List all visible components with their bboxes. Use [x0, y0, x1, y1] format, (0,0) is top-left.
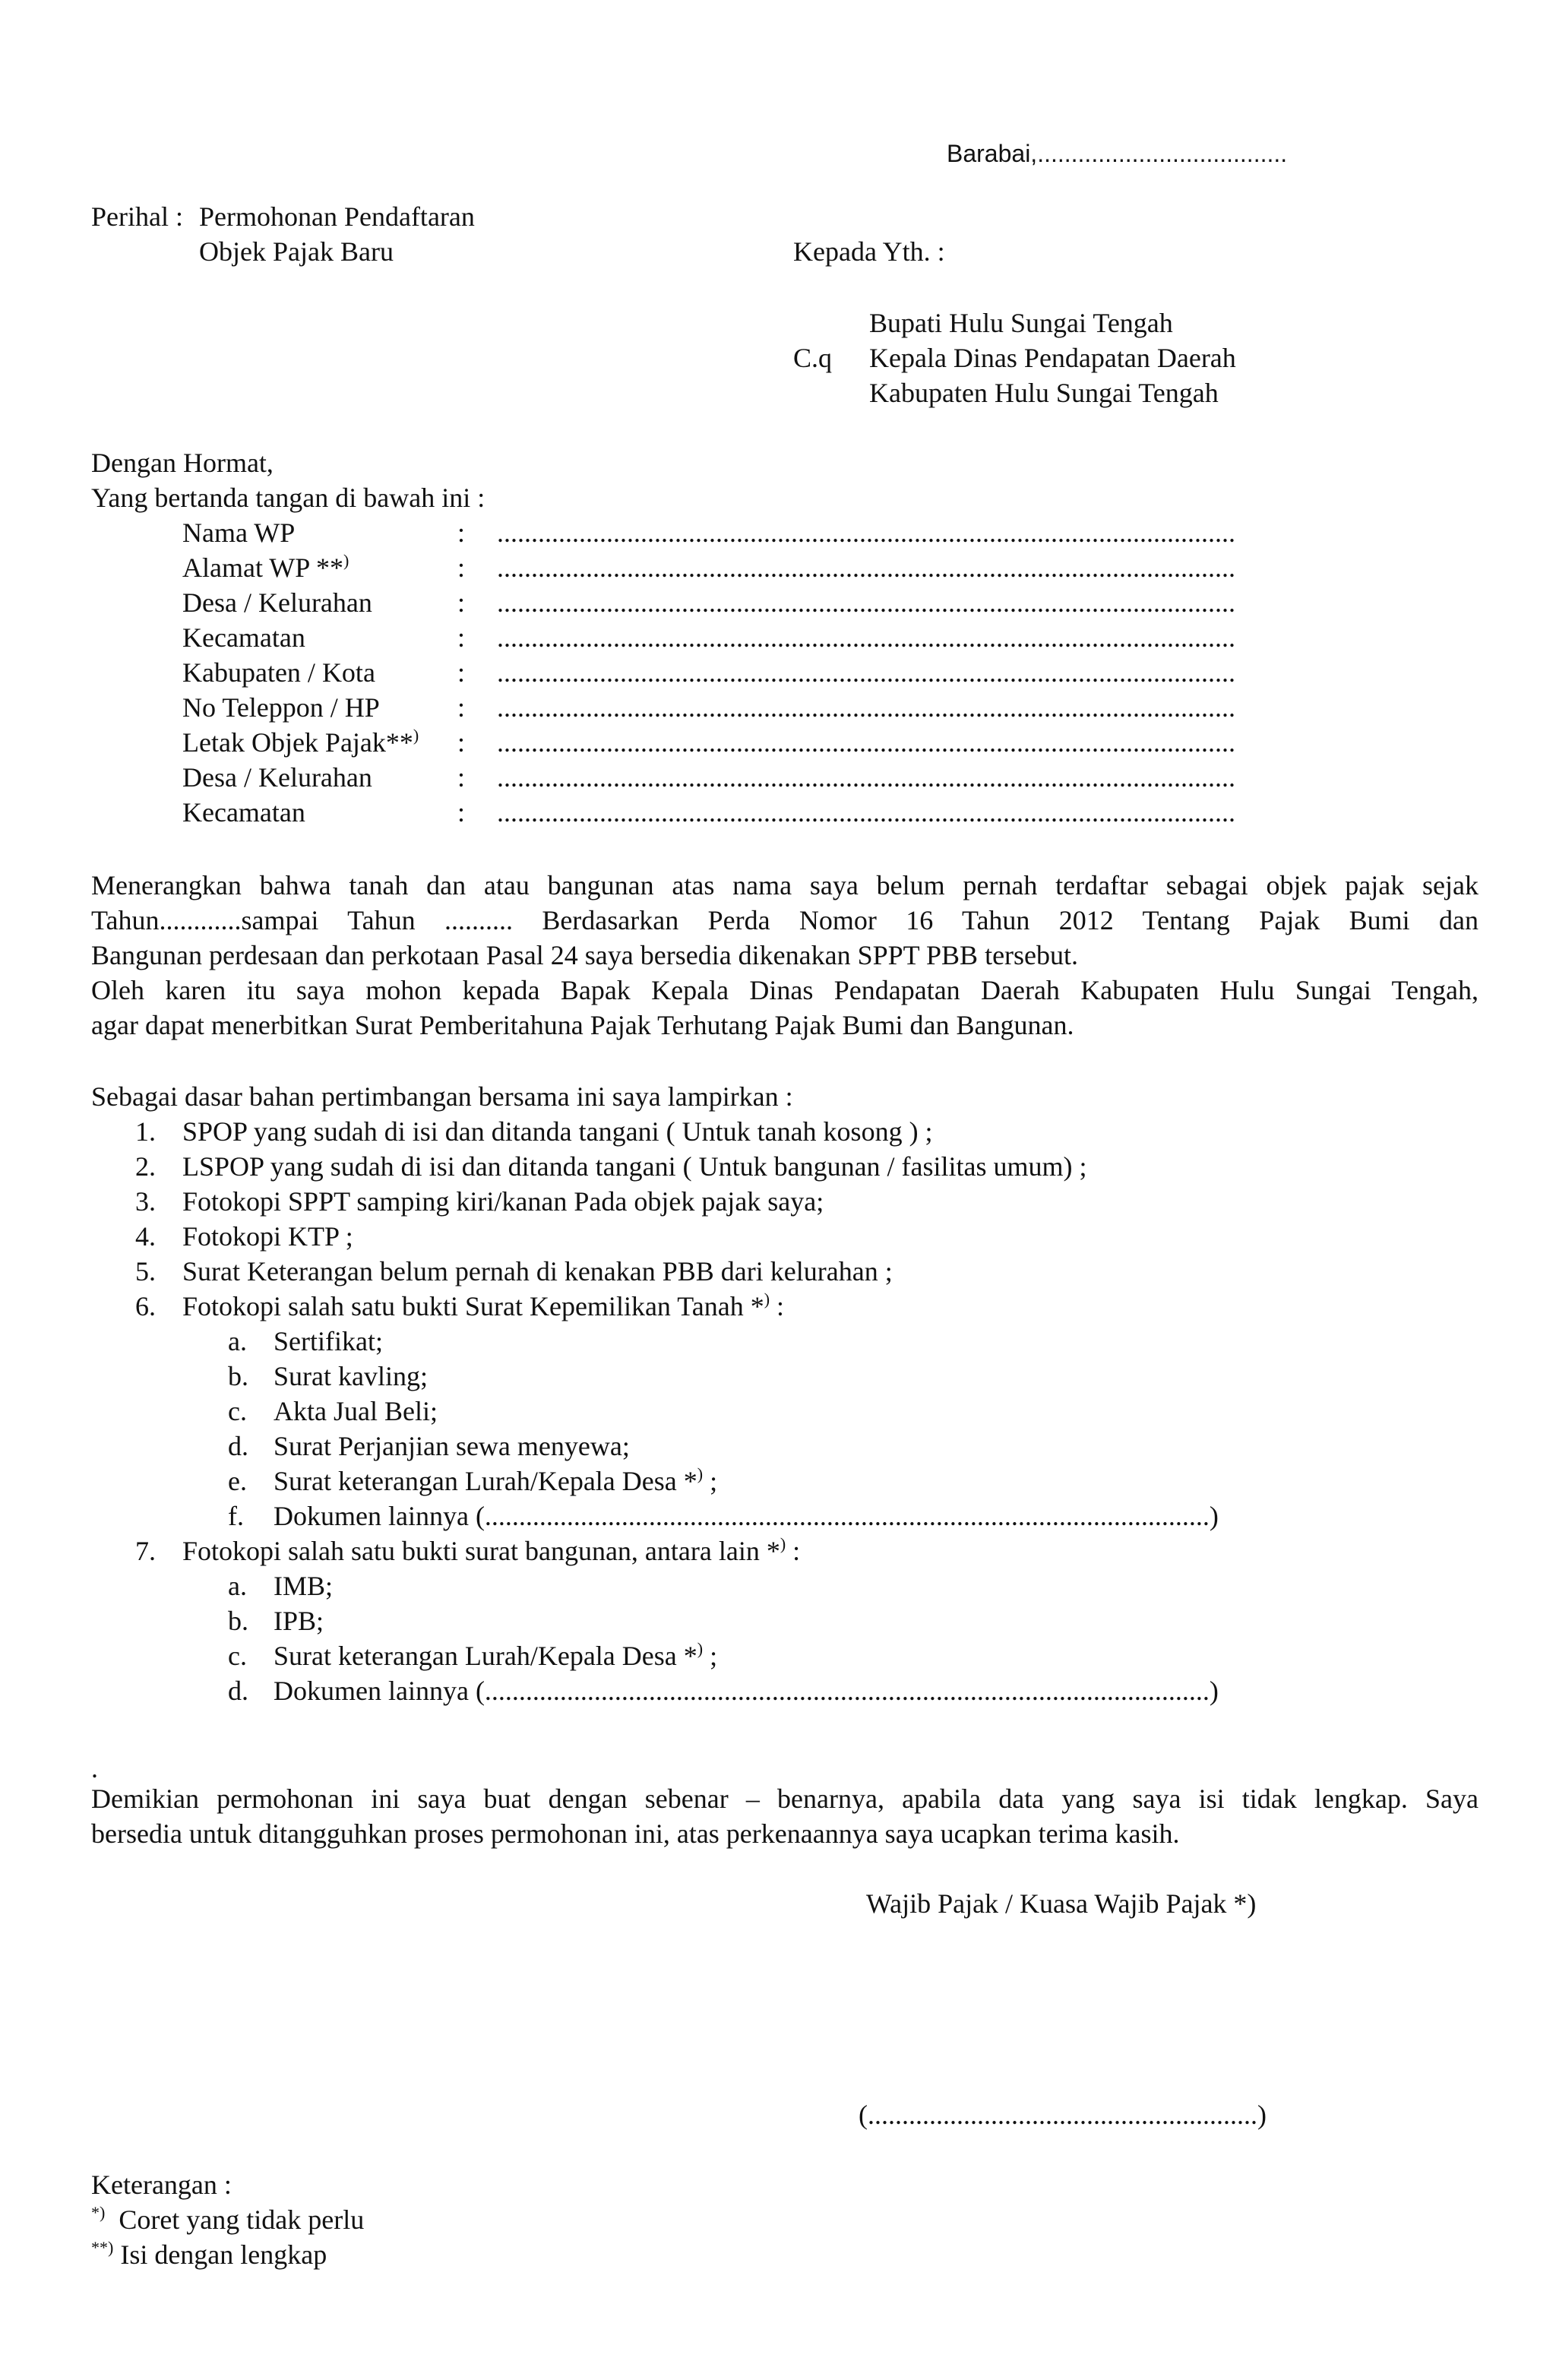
closing-paragraph — [91, 1781, 1479, 1851]
attachments-intro: Sebagai dasar bahan pertimbangan bersama ini saya lampirkan : — [91, 1081, 793, 1112]
footnote-mark: ) — [343, 551, 349, 570]
sub-item-letter: c. — [228, 1396, 247, 1426]
field-colon: : — [457, 622, 466, 653]
field-label: Kabupaten / Kota — [182, 657, 375, 688]
note-2 — [91, 2237, 327, 2272]
field-value: ............................................................................................................ — [497, 762, 1235, 793]
sub-item-text: Dokumen lainnya (..........................................................................................................) — [274, 1501, 1219, 1531]
field-colon: : — [457, 727, 466, 758]
item-number: 6. — [135, 1291, 156, 1321]
sub-item-letter: f. — [228, 1501, 244, 1531]
sub-item-tail: ; — [710, 1641, 718, 1671]
field-label: Nama WP — [182, 517, 296, 548]
field-value: ............................................................................................................ — [497, 517, 1235, 548]
item-number: 5. — [135, 1256, 156, 1287]
field-label: Desa / Kelurahan — [182, 587, 372, 618]
list-item — [0, 1219, 1556, 1254]
sub-item-text: Akta Jual Beli; — [274, 1396, 438, 1426]
perihal-line2: Objek Pajak Baru — [199, 236, 394, 267]
item-text: Fotokopi SPPT samping kiri/kanan Pada objek pajak saya; — [182, 1186, 824, 1217]
item-text: Surat Keterangan belum pernah di kenakan PBB dari kelurahan ; — [182, 1256, 893, 1287]
field-colon: : — [457, 552, 466, 583]
sub-item-letter: a. — [228, 1571, 247, 1601]
field-row — [0, 690, 1556, 725]
footnote-mark: ) — [780, 1534, 786, 1553]
place-date: Barabai,..................................... — [947, 140, 1288, 167]
field-label: Alamat WP ** — [182, 552, 343, 583]
field-colon: : — [457, 797, 466, 828]
sub-list-item — [0, 1464, 1556, 1499]
field-row — [0, 655, 1556, 690]
item-number: 1. — [135, 1116, 156, 1147]
list-item — [0, 1289, 1556, 1324]
perihal-line1: Permohonan Pendaftaran — [199, 201, 475, 232]
sub-item-text: Surat keterangan Lurah/Kepala Desa * — [274, 1466, 697, 1496]
sub-item-text: IPB; — [274, 1606, 324, 1636]
sub-list-item — [0, 1359, 1556, 1394]
stray-dot: . — [91, 1753, 98, 1783]
footnote-mark: ) — [697, 1639, 704, 1658]
field-label: Letak Objek Pajak** — [182, 727, 413, 758]
sub-item-letter: b. — [228, 1606, 248, 1636]
field-row — [0, 760, 1556, 795]
sub-item-text: IMB; — [274, 1571, 334, 1601]
field-value: ............................................................................................................ — [497, 587, 1235, 618]
item-text: LSPOP yang sudah di isi dan ditanda tangani ( Untuk bangunan / fasilitas umum) ; — [182, 1151, 1087, 1182]
sub-item-text: Surat kavling; — [274, 1361, 428, 1391]
item-text: Fotokopi salah satu bukti surat bangunan, antara lain * — [182, 1536, 780, 1566]
item-tail: : — [776, 1291, 785, 1321]
field-value: ............................................................................................................ — [497, 727, 1235, 758]
sub-item-letter: d. — [228, 1676, 248, 1706]
identity-fields — [0, 515, 1556, 834]
sub-list-item — [0, 1638, 1556, 1673]
signature-title: Wajib Pajak / Kuasa Wajib Pajak *) — [866, 1888, 1257, 1919]
cq-label: C.q — [793, 343, 833, 373]
field-row — [0, 550, 1556, 585]
field-row — [0, 585, 1556, 620]
perihal-label: Perihal : — [91, 201, 183, 232]
recipient-line2: Kepala Dinas Pendapatan Daerah — [869, 343, 1236, 373]
sub-item-letter: d. — [228, 1431, 248, 1461]
list-item — [0, 1254, 1556, 1289]
statement-line: agar dapat menerbitkan Surat Pemberitahuna Pajak Terhutang Pajak Bumi dan Bangunan. — [91, 1010, 1074, 1040]
closing-line: Demikian permohonan ini saya buat dengan sebenar – benarnya, apabila data yang saya isi tidak lengkap. Saya — [91, 1783, 1479, 1814]
field-value: ............................................................................................................ — [497, 797, 1235, 828]
field-value: ............................................................................................................ — [497, 657, 1235, 688]
item-number: 2. — [135, 1151, 156, 1182]
statement-line: Menerangkan bahwa tanah dan atau bangunan atas nama saya belum pernah terdaftar sebagai objek pajak sejak — [91, 870, 1479, 900]
field-row — [0, 795, 1556, 830]
field-colon: : — [457, 517, 466, 548]
note-1 — [91, 2202, 364, 2237]
recipient-line1: Bupati Hulu Sungai Tengah — [869, 308, 1173, 338]
field-colon: : — [457, 587, 466, 618]
field-row — [0, 725, 1556, 760]
sub-item-text: Surat Perjanjian sewa menyewa; — [274, 1431, 630, 1461]
list-item — [0, 1114, 1556, 1149]
sub-item-tail: ; — [710, 1466, 718, 1496]
sub-item-letter: e. — [228, 1466, 247, 1496]
sub-list-item — [0, 1673, 1556, 1708]
item-number: 7. — [135, 1536, 156, 1566]
notes-heading: Keterangan : — [91, 2170, 232, 2200]
field-row — [0, 620, 1556, 655]
field-label: Kecamatan — [182, 797, 305, 828]
footnote-mark: *) — [91, 2203, 106, 2222]
sub-item-letter: b. — [228, 1361, 248, 1391]
statement-paragraph — [91, 868, 1479, 1043]
note-text: Coret yang tidak perlu — [119, 2204, 365, 2235]
item-tail: : — [792, 1536, 801, 1566]
sub-list-item — [0, 1568, 1556, 1603]
greeting: Dengan Hormat, — [91, 448, 274, 478]
sub-item-text: Surat keterangan Lurah/Kepala Desa * — [274, 1641, 697, 1671]
field-label: Kecamatan — [182, 622, 305, 653]
statement-line: Oleh karen itu saya mohon kepada Bapak Kepala Dinas Pendapatan Daerah Kabupaten Hulu Sungai Tengah, — [91, 975, 1479, 1005]
field-colon: : — [457, 762, 466, 793]
sub-list-item — [0, 1429, 1556, 1464]
note-text: Isi dengan lengkap — [120, 2239, 327, 2270]
sub-list-item — [0, 1603, 1556, 1638]
signature-name-line: (.........................................................) — [859, 2100, 1267, 2130]
sub-item-text: Dokumen lainnya (..........................................................................................................) — [274, 1676, 1219, 1706]
sub-list-item — [0, 1499, 1556, 1533]
field-value: ............................................................................................................ — [497, 622, 1235, 653]
list-item — [0, 1149, 1556, 1184]
intro-text: Yang bertanda tangan di bawah ini : — [91, 483, 485, 513]
field-row — [0, 515, 1556, 550]
item-text: SPOP yang sudah di isi dan ditanda tangani ( Untuk tanah kosong ) ; — [182, 1116, 933, 1147]
closing-line: bersedia untuk ditangguhkan proses permohonan ini, atas perkenaannya saya ucapkan terima kasih. — [91, 1818, 1180, 1849]
field-colon: : — [457, 692, 466, 723]
sub-list-item — [0, 1394, 1556, 1429]
list-item — [0, 1184, 1556, 1219]
recipient-line3: Kabupaten Hulu Sungai Tengah — [869, 378, 1219, 408]
field-label: No Teleppon / HP — [182, 692, 380, 723]
field-colon: : — [457, 657, 466, 688]
field-value: ............................................................................................................ — [497, 692, 1235, 723]
sub-list-item — [0, 1324, 1556, 1359]
statement-line: Bangunan perdesaan dan perkotaan Pasal 24 saya bersedia dikenakan SPPT PBB tersebut. — [91, 940, 1079, 970]
footnote-mark: **) — [91, 2238, 114, 2257]
attachments-list — [0, 1114, 1556, 1714]
sub-item-text: Sertifikat; — [274, 1326, 383, 1356]
list-item — [0, 1533, 1556, 1568]
item-text: Fotokopi KTP ; — [182, 1221, 353, 1252]
item-number: 4. — [135, 1221, 156, 1252]
kepada-yth: Kepada Yth. : — [793, 236, 945, 267]
statement-line: Tahun............sampai Tahun .......... Berdasarkan Perda Nomor 16 Tahun 2012 Tentang Pajak Bumi dan — [91, 905, 1479, 935]
item-text: Fotokopi salah satu bukti Surat Kepemilikan Tanah * — [182, 1291, 764, 1321]
field-label: Desa / Kelurahan — [182, 762, 372, 793]
sub-item-letter: c. — [228, 1641, 247, 1671]
sub-item-letter: a. — [228, 1326, 247, 1356]
footnote-mark: ) — [413, 726, 419, 745]
footnote-mark: ) — [764, 1290, 770, 1309]
item-number: 3. — [135, 1186, 156, 1217]
footnote-mark: ) — [697, 1464, 704, 1483]
field-value: ............................................................................................................ — [497, 552, 1235, 583]
